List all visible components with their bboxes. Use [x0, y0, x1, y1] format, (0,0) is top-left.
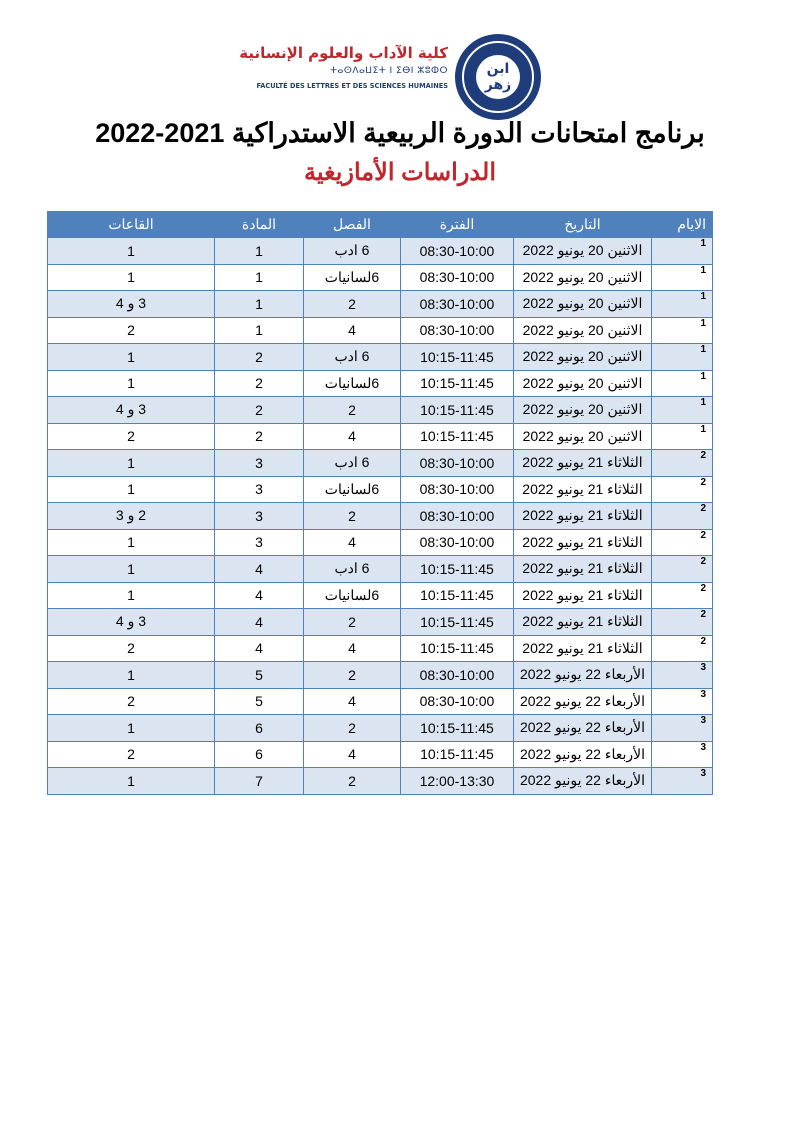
- cell-period: 10:15-11:45: [400, 370, 513, 397]
- cell-date: الاثنين 20 يونيو 2022: [513, 264, 651, 291]
- cell-day: 2: [652, 450, 713, 477]
- cell-date: الثلاثاء 21 يونيو 2022: [513, 503, 651, 530]
- cell-date: الاثنين 20 يونيو 2022: [513, 344, 651, 371]
- cell-class: 4: [303, 317, 400, 344]
- cell-rooms: 1: [48, 476, 215, 503]
- table-body: [48, 238, 713, 795]
- cell-period: 08:30-10:00: [400, 238, 513, 265]
- table-header: [48, 212, 713, 238]
- cell-date: الثلاثاء 21 يونيو 2022: [513, 635, 651, 662]
- faculty-header: [239, 34, 550, 104]
- cell-date: الاثنين 20 يونيو 2022: [513, 397, 651, 424]
- cell-period: 08:30-10:00: [400, 529, 513, 556]
- header-period: الفترة: [400, 212, 513, 238]
- cell-class: 6 ادب: [303, 556, 400, 583]
- cell-rooms: 2: [48, 423, 215, 450]
- cell-date: الثلاثاء 21 يونيو 2022: [513, 582, 651, 609]
- cell-subject: 3: [214, 529, 303, 556]
- university-logo-mark: ابن زهر: [476, 55, 520, 99]
- cell-class: 2: [303, 503, 400, 530]
- cell-day: 3: [652, 662, 713, 689]
- cell-class: 4: [303, 688, 400, 715]
- cell-class: 6لسانيات: [303, 370, 400, 397]
- cell-subject: 3: [214, 503, 303, 530]
- cell-period: 10:15-11:45: [400, 582, 513, 609]
- cell-period: 08:30-10:00: [400, 264, 513, 291]
- cell-day: 1: [652, 291, 713, 318]
- cell-day: 2: [652, 635, 713, 662]
- header-date: التاريخ: [513, 212, 651, 238]
- cell-subject: 3: [214, 450, 303, 477]
- cell-period: 08:30-10:00: [400, 476, 513, 503]
- cell-class: 4: [303, 635, 400, 662]
- cell-class: 2: [303, 291, 400, 318]
- header-subject: المادة: [214, 212, 303, 238]
- cell-period: 10:15-11:45: [400, 609, 513, 636]
- cell-day: 2: [652, 503, 713, 530]
- cell-rooms: 3 و 4: [48, 609, 215, 636]
- table-row: [48, 450, 713, 477]
- header-day: الايام: [652, 212, 713, 238]
- cell-subject: 2: [214, 344, 303, 371]
- cell-rooms: 2: [48, 317, 215, 344]
- cell-rooms: 3 و 4: [48, 397, 215, 424]
- cell-rooms: 3 و 4: [48, 291, 215, 318]
- cell-date: الأربعاء 22 يونيو 2022: [513, 688, 651, 715]
- table-row: [48, 397, 713, 424]
- cell-period: 10:15-11:45: [400, 423, 513, 450]
- cell-class: 6 ادب: [303, 238, 400, 265]
- cell-rooms: 1: [48, 768, 215, 795]
- cell-rooms: 2: [48, 635, 215, 662]
- table-row: [48, 264, 713, 291]
- cell-rooms: 1: [48, 582, 215, 609]
- table-row: [48, 476, 713, 503]
- cell-day: 3: [652, 688, 713, 715]
- cell-period: 08:30-10:00: [400, 317, 513, 344]
- cell-class: 6 ادب: [303, 344, 400, 371]
- table-row: [48, 635, 713, 662]
- faculty-name-french: FACULTÉ DES LETTRES ET DES SCIENCES HUMAINES: [256, 82, 448, 90]
- faculty-name-arabic: كلية الآداب والعلوم الإنسانية: [239, 44, 448, 62]
- table-row: [48, 423, 713, 450]
- cell-rooms: 2: [48, 688, 215, 715]
- cell-date: الأربعاء 22 يونيو 2022: [513, 715, 651, 742]
- cell-day: 3: [652, 768, 713, 795]
- cell-class: 2: [303, 662, 400, 689]
- cell-date: الأربعاء 22 يونيو 2022: [513, 662, 651, 689]
- cell-period: 08:30-10:00: [400, 450, 513, 477]
- cell-subject: 4: [214, 635, 303, 662]
- page-title: برنامج امتحانات الدورة الربيعية الاستدراكية 2021-2022: [95, 118, 705, 148]
- cell-rooms: 1: [48, 715, 215, 742]
- cell-period: 08:30-10:00: [400, 503, 513, 530]
- cell-date: الأربعاء 22 يونيو 2022: [513, 768, 651, 795]
- cell-class: 6لسانيات: [303, 264, 400, 291]
- cell-subject: 1: [214, 317, 303, 344]
- cell-day: 1: [652, 344, 713, 371]
- cell-class: 4: [303, 741, 400, 768]
- cell-day: 1: [652, 238, 713, 265]
- cell-subject: 1: [214, 291, 303, 318]
- cell-class: 4: [303, 529, 400, 556]
- cell-period: 08:30-10:00: [400, 688, 513, 715]
- cell-rooms: 1: [48, 264, 215, 291]
- cell-period: 10:15-11:45: [400, 741, 513, 768]
- table-row: [48, 238, 713, 265]
- cell-day: 1: [652, 397, 713, 424]
- cell-class: 2: [303, 397, 400, 424]
- cell-rooms: 2 و 3: [48, 503, 215, 530]
- table-row: [48, 291, 713, 318]
- cell-day: 1: [652, 317, 713, 344]
- cell-date: الاثنين 20 يونيو 2022: [513, 238, 651, 265]
- cell-date: الثلاثاء 21 يونيو 2022: [513, 450, 651, 477]
- cell-day: 1: [652, 370, 713, 397]
- cell-date: الأربعاء 22 يونيو 2022: [513, 741, 651, 768]
- cell-period: 10:15-11:45: [400, 635, 513, 662]
- cell-subject: 4: [214, 609, 303, 636]
- cell-class: 2: [303, 609, 400, 636]
- table-row: [48, 662, 713, 689]
- cell-rooms: 1: [48, 450, 215, 477]
- cell-class: 6لسانيات: [303, 476, 400, 503]
- table-row: [48, 503, 713, 530]
- cell-period: 10:15-11:45: [400, 715, 513, 742]
- exam-schedule-table: [47, 211, 713, 795]
- header-rooms: القاعات: [48, 212, 215, 238]
- cell-subject: 7: [214, 768, 303, 795]
- table-row: [48, 768, 713, 795]
- cell-rooms: 1: [48, 556, 215, 583]
- cell-day: 1: [652, 264, 713, 291]
- cell-date: الثلاثاء 21 يونيو 2022: [513, 476, 651, 503]
- table-row: [48, 556, 713, 583]
- cell-subject: 4: [214, 556, 303, 583]
- cell-period: 10:15-11:45: [400, 344, 513, 371]
- cell-class: 2: [303, 715, 400, 742]
- cell-subject: 2: [214, 397, 303, 424]
- university-logo-icon: [455, 34, 541, 120]
- cell-day: 3: [652, 741, 713, 768]
- cell-period: 08:30-10:00: [400, 291, 513, 318]
- cell-period: 10:15-11:45: [400, 556, 513, 583]
- cell-class: 4: [303, 423, 400, 450]
- cell-day: 2: [652, 529, 713, 556]
- table-header-row: [48, 212, 713, 238]
- cell-date: الاثنين 20 يونيو 2022: [513, 370, 651, 397]
- cell-rooms: 1: [48, 344, 215, 371]
- cell-class: 2: [303, 768, 400, 795]
- cell-date: الاثنين 20 يونيو 2022: [513, 291, 651, 318]
- cell-subject: 1: [214, 238, 303, 265]
- cell-day: 2: [652, 582, 713, 609]
- cell-class: 6لسانيات: [303, 582, 400, 609]
- table-row: [48, 688, 713, 715]
- cell-day: 1: [652, 423, 713, 450]
- cell-date: الثلاثاء 21 يونيو 2022: [513, 609, 651, 636]
- cell-subject: 2: [214, 370, 303, 397]
- header-class: الفصل: [303, 212, 400, 238]
- cell-rooms: 1: [48, 238, 215, 265]
- table-row: [48, 344, 713, 371]
- cell-period: 10:15-11:45: [400, 397, 513, 424]
- cell-day: 2: [652, 476, 713, 503]
- table-row: [48, 370, 713, 397]
- cell-subject: 5: [214, 662, 303, 689]
- table-row: [48, 715, 713, 742]
- cell-day: 2: [652, 556, 713, 583]
- cell-rooms: 1: [48, 370, 215, 397]
- cell-day: 3: [652, 715, 713, 742]
- cell-subject: 2: [214, 423, 303, 450]
- page-subtitle: الدراسات الأمازيغية: [304, 159, 496, 186]
- cell-subject: 6: [214, 741, 303, 768]
- cell-period: 08:30-10:00: [400, 662, 513, 689]
- cell-date: الثلاثاء 21 يونيو 2022: [513, 556, 651, 583]
- cell-period: 12:00-13:30: [400, 768, 513, 795]
- table-row: [48, 741, 713, 768]
- cell-rooms: 1: [48, 662, 215, 689]
- cell-subject: 3: [214, 476, 303, 503]
- cell-rooms: 1: [48, 529, 215, 556]
- cell-date: الاثنين 20 يونيو 2022: [513, 317, 651, 344]
- cell-date: الثلاثاء 21 يونيو 2022: [513, 529, 651, 556]
- cell-subject: 5: [214, 688, 303, 715]
- cell-class: 6 ادب: [303, 450, 400, 477]
- table-row: [48, 582, 713, 609]
- cell-day: 2: [652, 609, 713, 636]
- cell-date: الاثنين 20 يونيو 2022: [513, 423, 651, 450]
- table-row: [48, 609, 713, 636]
- cell-rooms: 2: [48, 741, 215, 768]
- faculty-name-tifinagh: ⵜⴰⵙⴷⴰⵡⵉⵜ ⵏ ⵉⴱⵏ ⵣⵓⵀⵔ: [330, 66, 448, 76]
- cell-subject: 1: [214, 264, 303, 291]
- cell-subject: 6: [214, 715, 303, 742]
- table-row: [48, 529, 713, 556]
- cell-subject: 4: [214, 582, 303, 609]
- table-row: [48, 317, 713, 344]
